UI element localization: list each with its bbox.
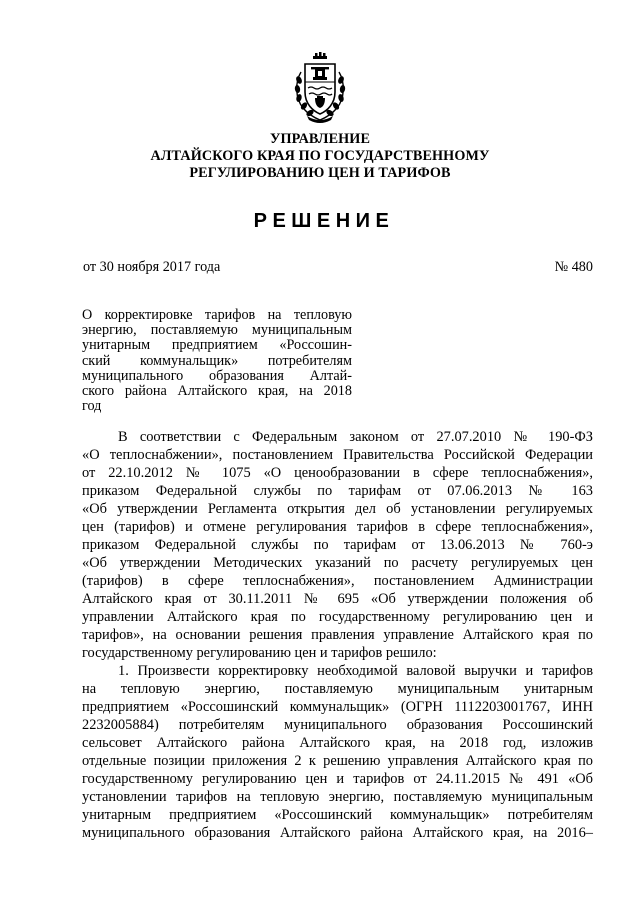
body-line: от 22.10.2012 № 1075 «О ценообразовании в сфере теплоснабжения», bbox=[82, 465, 593, 481]
header-line: РЕГУЛИРОВАНИЮ ЦЕН И ТАРИФОВ bbox=[189, 165, 451, 181]
body-line: государственному регулированию цен и тарифов решило: bbox=[82, 645, 437, 661]
body-line: «Об утверждении Регламента открытия дел об установлении регулируемых bbox=[82, 501, 593, 517]
subject-line: ский коммунальщик» потребителям bbox=[82, 352, 352, 369]
body-line: на тепловую энергию, поставляемую муниципальным унитарным bbox=[82, 681, 593, 697]
body-line: тарифов», на основании решения правления управление Алтайского края по bbox=[82, 627, 593, 643]
body-line: государственному регулированию цен и тарифов от 24.11.2015 № 491 «Об bbox=[82, 771, 593, 787]
body-line: управлении Алтайского края по государственному регулированию цен и bbox=[82, 609, 593, 625]
subject-line: год bbox=[82, 398, 102, 415]
body-line: приказом Федеральной службы по тарифам от 07.06.2013 № 163 bbox=[82, 483, 593, 499]
document-number: № 480 bbox=[554, 259, 593, 275]
body-line: сельсовет Алтайского района Алтайского края, на 2018 год, изложив bbox=[82, 735, 593, 751]
body-line: установлении тарифов на тепловую энергию, поставляемую муниципальным bbox=[82, 789, 593, 805]
document-date: от 30 ноября 2017 года bbox=[83, 259, 221, 275]
subject-line: муниципального образования Алтай- bbox=[82, 367, 352, 384]
subject-line: О корректировке тарифов на тепловую bbox=[82, 307, 352, 323]
body-line: Алтайского края от 30.11.2011 № 695 «Об утверждении положения об bbox=[82, 591, 593, 607]
header-line: АЛТАЙСКОГО КРАЯ ПО ГОСУДАРСТВЕННОМУ bbox=[150, 148, 490, 164]
body-line: цен (тарифов) и отмене регулирования тарифов в сфере теплоснабжения», bbox=[82, 519, 593, 535]
document-body bbox=[82, 428, 593, 842]
header-line: УПРАВЛЕНИЕ bbox=[269, 131, 371, 147]
subject-line: энергию, поставляемую муниципальным bbox=[82, 322, 352, 339]
document-subject bbox=[82, 308, 352, 414]
body-line: 2232005884) потребителям муниципального образования Россошинский bbox=[82, 717, 593, 733]
issuing-authority-header bbox=[0, 131, 640, 182]
document-type-title: РЕШЕНИЕ bbox=[253, 210, 395, 232]
body-line: «О теплоснабжении», постановлением Правительства Российской Федерации bbox=[82, 447, 593, 463]
subject-line: унитарным предприятием «Россошин- bbox=[82, 337, 352, 354]
body-line: (тарифов) в сфере теплоснабжения», постановлением Администрации bbox=[82, 573, 593, 589]
coat-of-arms-emblem bbox=[291, 52, 349, 124]
body-line: предприятием «Россошинский коммунальщик» (ОГРН 1112203001767, ИНН bbox=[82, 699, 593, 715]
body-line: «Об утверждении Методических указаний по расчету регулируемых цен bbox=[82, 555, 593, 571]
body-line: В соответствии с Федеральным законом от 27.07.2010 № 190-ФЗ bbox=[118, 429, 593, 445]
body-line: унитарным предприятием «Россошинский коммунальщик» потребителям bbox=[82, 807, 593, 823]
body-line: муниципального образования Алтайского района Алтайского края, на 2016– bbox=[82, 825, 593, 841]
body-line: отдельные позиции приложения 2 к решению управления Алтайского края по bbox=[82, 753, 593, 769]
body-line: приказом Федеральной службы по тарифам от 13.06.2013 № 760-э bbox=[82, 537, 593, 553]
body-line: 1. Произвести корректировку необходимой валовой выручки и тарифов bbox=[118, 663, 593, 679]
subject-line: ского района Алтайского края, на 2018 bbox=[82, 383, 352, 400]
